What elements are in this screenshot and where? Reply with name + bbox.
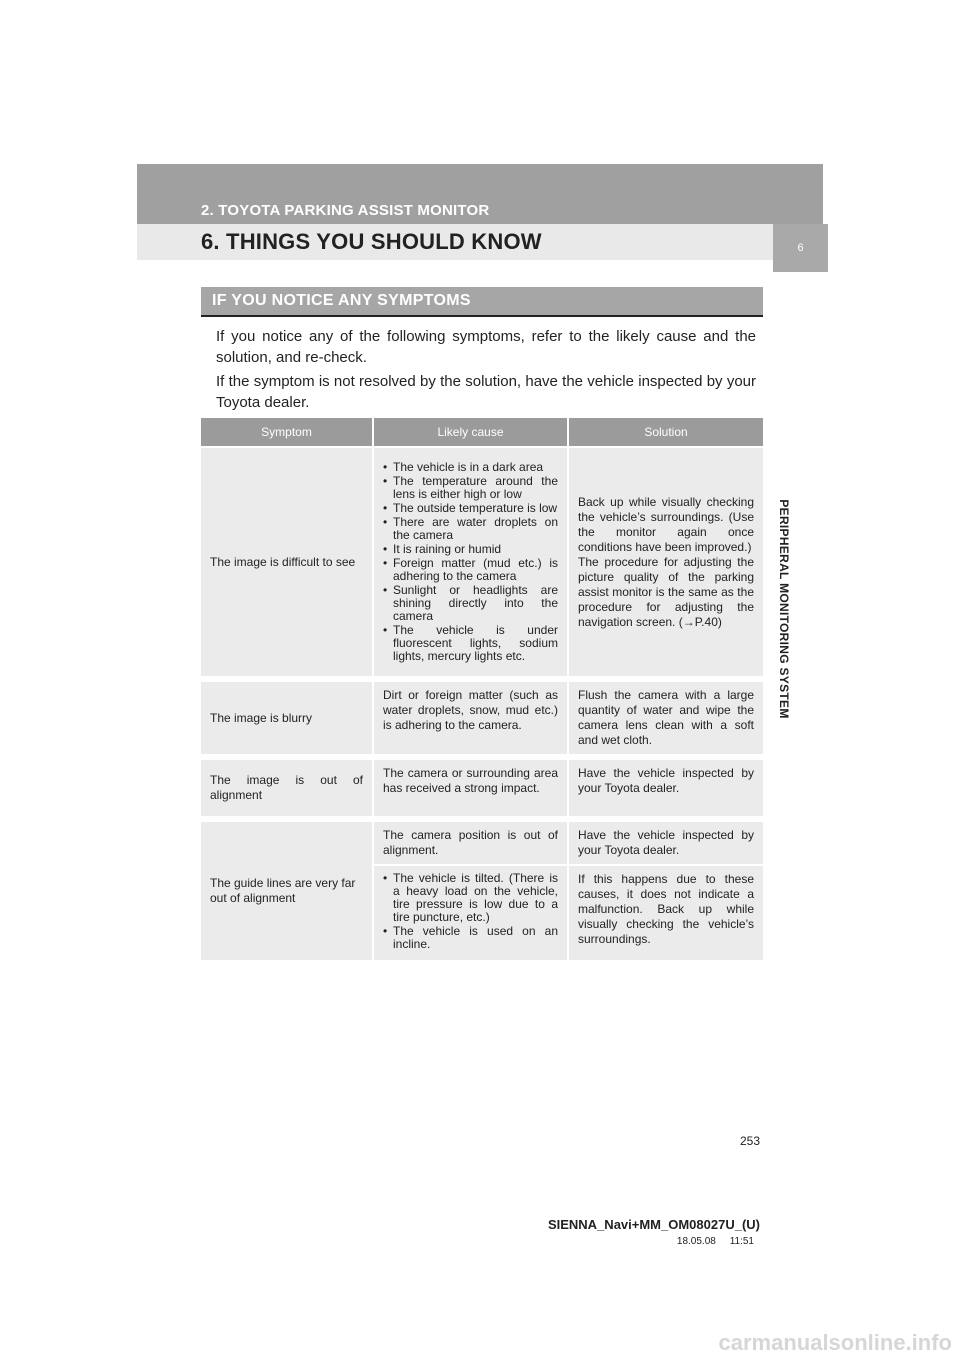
chapter-tab-label: PERIPHERAL MONITORING SYSTEM	[777, 499, 791, 719]
subheading-bar	[201, 287, 763, 317]
list-item: • It is raining or humid	[383, 543, 558, 556]
subheading: IF YOU NOTICE ANY SYMPTOMS	[212, 292, 471, 309]
document-date: 18.05.08 11:51	[676, 1236, 754, 1247]
header-likely-cause: Likely cause	[374, 418, 569, 446]
list-item: • The vehicle is under fluorescent lights, sodium lights, mercury lights etc.	[383, 624, 558, 663]
watermark: carmanualsonline.info	[718, 1330, 952, 1355]
list-item: • The temperature around the lens is either high or low	[383, 475, 558, 501]
table-header-row	[201, 418, 763, 446]
solution-cell: Have the vehicle inspected by your Toyota dealer.	[569, 816, 763, 864]
page-title: 6. THINGS YOU SHOULD KNOW	[201, 229, 542, 254]
symptom-cell: The image is difficult to see	[201, 446, 374, 676]
list-item: • There are water droplets on the camera	[383, 516, 558, 542]
cause-cell: The camera position is out of alignment.	[374, 816, 569, 864]
solution-cell: Flush the camera with a large quantity of water and wipe the camera lens clean with a soft and wet cloth.	[569, 676, 763, 754]
symptom-cell: The image is out of alignment	[201, 754, 374, 816]
list-item: • Sunlight or headlights are shining directly into the camera	[383, 584, 558, 623]
chapter-tab: 6	[773, 224, 828, 272]
cause-cell	[374, 864, 569, 960]
list-item: • The outside temperature is low	[383, 502, 558, 515]
cause-cell	[374, 446, 569, 676]
title-bar	[137, 224, 823, 260]
table-row	[201, 816, 763, 864]
solution-cell: If this happens due to these causes, it does not indicate a malfunction. Back up while visually checking the vehicle’s surroundings.	[569, 864, 763, 960]
header-symptom: Symptom	[201, 418, 374, 446]
table-row	[201, 446, 763, 676]
document-id: SIENNA_Navi+MM_OM08027U_(U)	[547, 1217, 760, 1232]
solution-cell: Have the vehicle inspected by your Toyota dealer.	[569, 754, 763, 816]
table-row	[201, 676, 763, 754]
solution-cell	[569, 446, 763, 676]
solution-text: The procedure for adjusting the picture quality of the parking assist monitor is the same as the procedure for adjusting the navigation screen. (→P.40)	[578, 554, 754, 629]
list-item: • The vehicle is tilted. (There is a heavy load on the vehicle, tire pressure is low due to a tire puncture, etc.)	[383, 872, 558, 924]
section-label: 2. TOYOTA PARKING ASSIST MONITOR	[201, 202, 490, 219]
cause-list	[383, 461, 558, 663]
list-item: • Foreign matter (mud etc.) is adhering to the camera	[383, 557, 558, 583]
intro-paragraph-2: If the symptom is not resolved by the solution, have the vehicle inspected by your Toyota dealer.	[216, 373, 756, 411]
symptom-cell: The image is blurry	[201, 676, 374, 754]
symptom-table	[201, 418, 763, 960]
page-number: 253	[739, 1134, 760, 1148]
symptom-cell: The guide lines are very far out of alignment	[201, 816, 374, 960]
section-header-bar	[137, 164, 823, 224]
cause-cell: Dirt or foreign matter (such as water droplets, snow, mud etc.) is adhering to the camera.	[374, 676, 569, 754]
intro-paragraph-1: If you notice any of the following symptoms, refer to the likely cause and the solution, and re-check.	[216, 328, 756, 366]
solution-text: Back up while visually checking the vehicle’s surroundings. (Use the monitor again once conditions have been improved.)	[578, 494, 754, 554]
cause-cell: The camera or surrounding area has received a strong impact.	[374, 754, 569, 816]
header-solution: Solution	[569, 418, 763, 446]
table-row	[201, 754, 763, 816]
list-item: • The vehicle is in a dark area	[383, 461, 558, 474]
cause-list	[383, 872, 558, 951]
list-item: • The vehicle is used on an incline.	[383, 925, 558, 951]
